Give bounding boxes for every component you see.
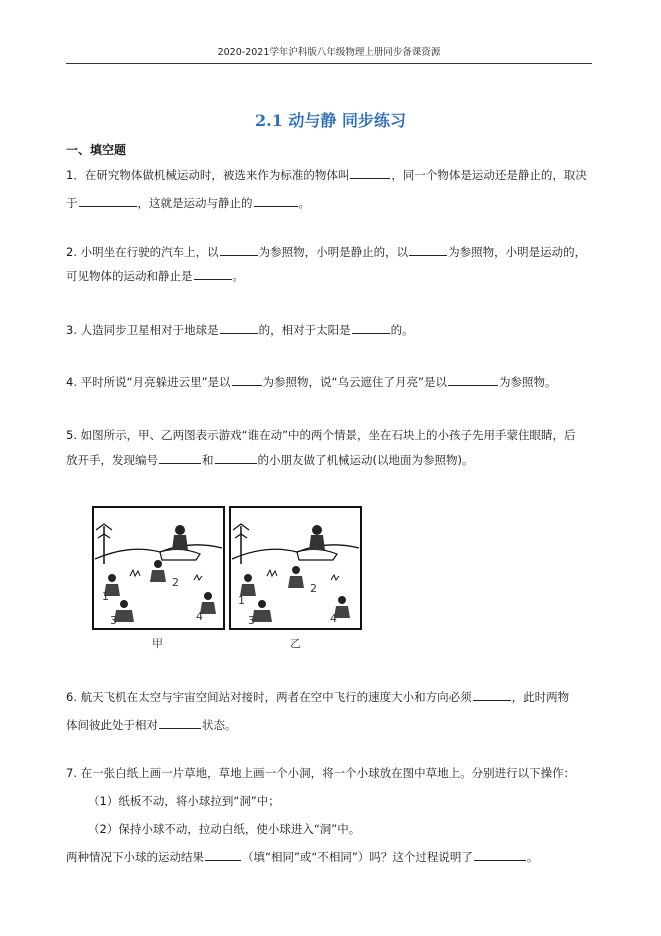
q7-text: （填“相同”或“不相同”）吗？这个过程说明了 xyxy=(242,850,473,864)
q1-blank-2[interactable] xyxy=(79,193,137,207)
kid-number: 3 xyxy=(248,614,255,627)
q3-text: 3. 人造同步卫星相对于地球是 xyxy=(66,323,219,337)
panel-right xyxy=(230,507,361,629)
q6-text: 体间彼此处于相对 xyxy=(66,718,158,732)
game-figure xyxy=(90,504,370,654)
kid-number: 1 xyxy=(102,590,109,603)
q7-text: 两种情况下小球的运动结果 xyxy=(66,850,204,864)
q7-blank-1[interactable] xyxy=(205,847,241,861)
q1-text: ，这就是运动与静止的 xyxy=(137,196,253,210)
q7-text: 7. 在一张白纸上画一片草地，草地上画一个小洞，将一个小球放在图中草地上。分别进行以下操作： xyxy=(66,766,576,780)
q6-blank-1[interactable] xyxy=(473,687,511,701)
section-heading: 一、填空题 xyxy=(66,143,127,157)
page-title: 2.1 动与静 同步练习 xyxy=(255,111,406,130)
kid-number: 2 xyxy=(172,576,179,589)
q4-text: 4. 平时所说“月亮躲进云里”是以 xyxy=(66,375,231,389)
question-2 xyxy=(66,238,596,290)
q7-text: 。 xyxy=(526,850,539,864)
q5-text: 放开手，发现编号 xyxy=(66,453,158,467)
question-5 xyxy=(66,421,596,474)
q2-text: 可见物体的运动和静止是 xyxy=(66,269,193,283)
question-6 xyxy=(66,683,596,739)
game-illustration xyxy=(90,504,370,654)
kid-number: 1 xyxy=(238,594,245,607)
q5-blank-1[interactable] xyxy=(159,450,201,464)
q2-text: 为参照物，小明是运动的， xyxy=(448,245,587,259)
q1-text: ，同一个物体是运动还是静止的，取决 xyxy=(391,168,587,182)
q2-blank-2[interactable] xyxy=(409,242,447,256)
q4-blank-1[interactable] xyxy=(232,372,262,386)
page-header: 2020-2021学年沪科版八年级物理上册同步备课资源 xyxy=(66,44,592,64)
q4-text: 为参照物，说“乌云遮住了月亮”是以 xyxy=(262,375,447,389)
question-7 xyxy=(66,759,596,871)
q5-text: 5. 如图所示，甲、乙两图表示游戏“谁在动”中的两个情景，坐在石块上的小孩子先用手蒙住眼睛，后 xyxy=(66,428,576,442)
kid-number: 2 xyxy=(310,582,317,595)
figure-label-left: 甲 xyxy=(152,637,163,650)
q1-text: 。 xyxy=(298,196,310,210)
figure-label-right: 乙 xyxy=(290,637,301,650)
q2-text: 为参照物，小明是静止的，以 xyxy=(258,245,409,259)
q7-step-2: （2）保持小球不动，拉动白纸，使小球进入“洞”中。 xyxy=(88,822,361,836)
q1-blank-3[interactable] xyxy=(254,193,298,207)
q6-text: ，此时两物 xyxy=(511,690,570,704)
q5-blank-2[interactable] xyxy=(215,450,257,464)
q6-text: 状态。 xyxy=(202,718,237,732)
question-4 xyxy=(66,368,596,396)
q2-blank-3[interactable] xyxy=(194,266,232,280)
q3-text: 的，相对于太阳是 xyxy=(258,323,351,337)
question-1 xyxy=(66,161,596,217)
q7-step-1: （1）纸板不动，将小球拉到“洞”中； xyxy=(88,794,280,808)
q4-blank-2[interactable] xyxy=(448,372,498,386)
q2-text: 2. 小明坐在行驶的汽车上，以 xyxy=(66,245,219,259)
q1-blank-1[interactable] xyxy=(350,165,390,179)
kid-number: 4 xyxy=(196,610,203,623)
kid-number: 4 xyxy=(330,612,337,625)
q4-text: 为参照物。 xyxy=(498,375,557,389)
q1-text: 于 xyxy=(66,196,78,210)
question-3 xyxy=(66,316,596,344)
q5-text: 的小朋友做了机械运动(以地面为参照物)。 xyxy=(257,453,474,467)
q7-blank-2[interactable] xyxy=(474,847,526,861)
q2-blank-1[interactable] xyxy=(220,242,258,256)
panel-left xyxy=(93,507,224,629)
q5-text: 和 xyxy=(202,453,214,467)
q3-blank-2[interactable] xyxy=(352,320,390,334)
q6-text: 6. 航天飞机在太空与宇宙空间站对接时，两者在空中飞行的速度大小和方向必须 xyxy=(66,690,472,704)
q2-text: 。 xyxy=(232,269,244,283)
kid-number: 3 xyxy=(110,614,117,627)
q3-text: 的。 xyxy=(390,323,414,337)
q6-blank-2[interactable] xyxy=(159,715,201,729)
q3-blank-1[interactable] xyxy=(220,320,258,334)
q1-text: 1．在研究物体做机械运动时，被选来作为标准的物体叫 xyxy=(66,168,350,182)
